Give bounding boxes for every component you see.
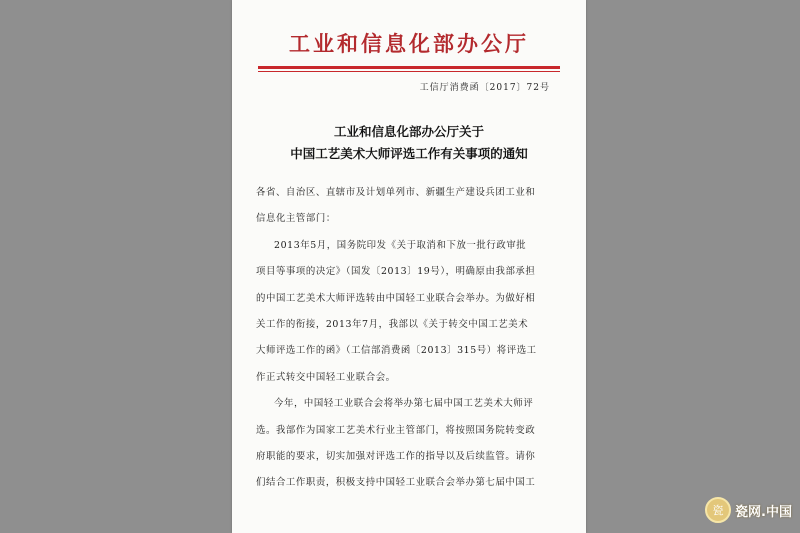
body-line: 作正式转交中国轻工业联合会。 xyxy=(256,371,396,383)
body-line: 们结合工作职责，积极支持中国轻工业联合会举办第七届中国工 xyxy=(256,477,536,489)
letterhead-rule-thin xyxy=(258,71,560,72)
body-line: 今年，中国轻工业联合会将举办第七届中国工艺美术大师评 xyxy=(274,398,534,410)
notice-title-line-2: 中国工艺美术大师评选工作有关事项的通知 xyxy=(290,146,528,161)
body-line: 项目等事项的决定》（国发〔2013〕19号），明确原由我部承担 xyxy=(256,266,536,278)
body-line: 选。我部作为国家工艺美术行业主管部门，将按照国务院转变政 xyxy=(256,424,536,436)
porcelain-logo-icon: 瓷 xyxy=(705,497,731,523)
body-line: 关工作的衔接，2013年7月，我部以《关于转交中国工艺美术 xyxy=(256,319,529,331)
site-watermark xyxy=(705,497,792,523)
letterhead-title: 工业和信息化部办公厅 xyxy=(289,31,529,56)
notice-body xyxy=(256,180,562,497)
notice-title-line-1: 工业和信息化部办公厅关于 xyxy=(333,124,484,139)
body-line: 信息化主管部门： xyxy=(256,213,336,225)
body-line: 大师评选工作的函》（工信部消费函〔2013〕315号）将评选工 xyxy=(256,345,537,357)
body-line: 的中国工艺美术大师评选转由中国轻工业联合会举办。为做好相 xyxy=(256,292,536,304)
body-line: 府职能的要求，切实加强对评选工作的指导以及后续监管。请你 xyxy=(256,451,536,463)
notice-title xyxy=(232,121,586,165)
body-line: 各省、自治区、直辖市及计划单列市、新疆生产建设兵团工业和 xyxy=(256,187,536,198)
watermark-text: 瓷网.中国 xyxy=(735,504,792,520)
body-line: 2013年5月，国务院印发《关于取消和下放一批行政审批 xyxy=(274,239,527,251)
document-number: 工信厅消费函〔2017〕72号 xyxy=(419,83,550,93)
document-page xyxy=(232,0,586,533)
letterhead-rule-thick xyxy=(258,66,560,69)
